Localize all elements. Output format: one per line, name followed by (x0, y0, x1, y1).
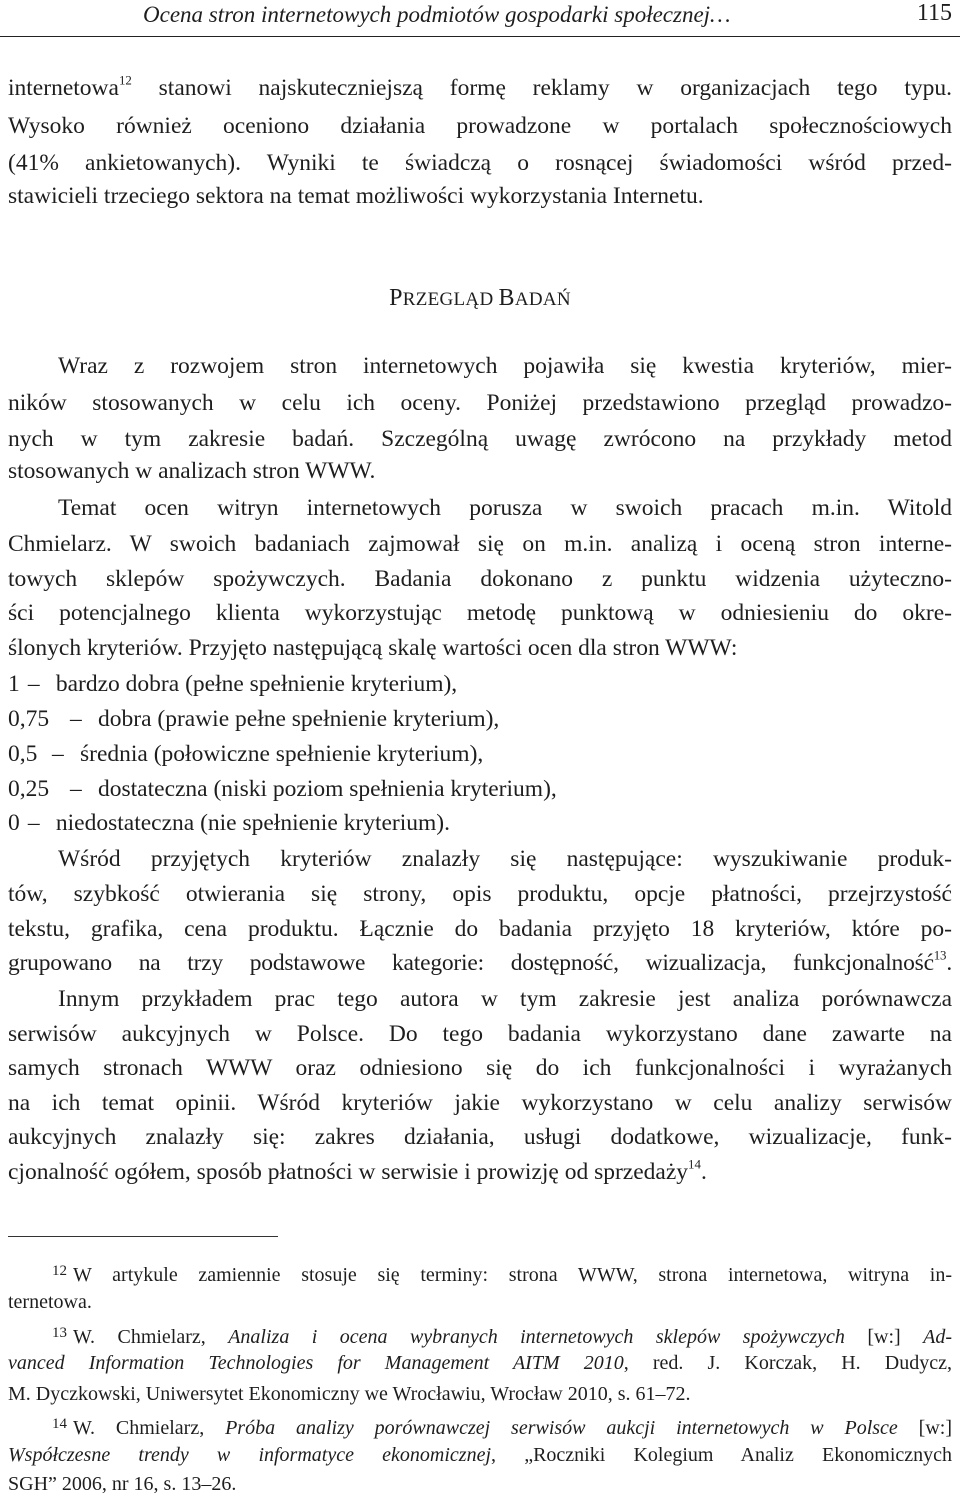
text-line: aukcyjnych znalazły się: zakres działania, usługi dodatkowe, wizualizacje, funk- (8, 1124, 952, 1150)
text-line: tekstu, grafika, cena produktu. Łącznie do badania przyjęto 18 kryteriów, które po- (8, 916, 952, 942)
footnote-line: vanced Information Technologies for Management AITM 2010, red. J. Korczak, H. Dudycz, (8, 1352, 952, 1374)
footnote-line: ternetowa. (8, 1291, 92, 1313)
footnote-line: M. Dyczkowski, Uniwersytet Ekonomiczny we Wrocławiu, Wrocław 2010, s. 61–72. (8, 1383, 691, 1405)
footnote-line: $^{12}$ W artykule zamiennie stosuje się terminy: strona WWW, strona internetowa, witryna in- (52, 1263, 952, 1286)
text-line: Chmielarz. W swoich badaniach zajmował się on m.in. analizą i oceną stron interne- (8, 531, 952, 557)
scale-item: 0,5 – średnia (połowiczne spełnienie kryterium), (8, 741, 484, 767)
footnote-line: $^{14}$ W. Chmielarz, Próba analizy porównawczej serwisów aukcji internetowych w Polsce [w:] (52, 1416, 953, 1439)
text-line: Wraz z rozwojem stron internetowych pojawiła się kwestia kryteriów, mier- (58, 353, 952, 379)
footnote-number: 12 (52, 1263, 67, 1279)
text-line: samych stronach WWW oraz odniesiono się do ich funkcjonalności i wyrażanych (8, 1055, 952, 1081)
text-line: grupowano na trzy podstawowe kategorie: dostępność, wizualizacja, funkcjonalność$^{13}$. (8, 947, 952, 976)
text-line: nych w tym zakresie badań. Szczególną uwagę zwrócono na przykłady metod (8, 426, 952, 452)
scale-item: 0,75 – dobra (prawie pełne spełnienie kryterium), (8, 706, 500, 732)
section-heading: PRZEGLĄD BADAŃ (389, 285, 571, 311)
text-line: ślonych kryteriów. Przyjęto następującą skalę wartości ocen dla stron WWW: (8, 635, 738, 661)
text-line: (41% ankietowanych). Wyniki te świadczą o rosnącej świadomości wśród przed- (8, 150, 952, 176)
text-line: ników stosowanych w celu ich oceny. Poniżej przedstawiono przegląd prowadzo- (8, 390, 952, 416)
text-line: cjonalność ogółem, sposób płatności w serwisie i prowizję od sprzedaży$^{14}$. (8, 1156, 707, 1185)
text-line: tów, szybkość otwierania się strony, opis produktu, opcje płatności, przejrzystość (8, 881, 952, 907)
text-line: towych sklepów spożywczych. Badania dokonano z punktu widzenia użyteczno- (8, 566, 952, 592)
text-line: Innym przykładem prac tego autora w tym zakresie jest analiza porównawcza (58, 986, 952, 1012)
footnote-line: SGH” 2006, nr 16, s. 13–26. (8, 1473, 237, 1495)
text-line: Wysoko również oceniono działania prowadzone w portalach społecznościowych (8, 113, 952, 139)
text-line: Wśród przyjętych kryteriów znalazły się następujące: wyszukiwanie produk- (58, 846, 952, 872)
footnote-ref[interactable]: 13 (933, 947, 947, 963)
text-line: na ich temat opinii. Wśród kryteriów jakie wykorzystano w celu analizy serwisów (8, 1090, 952, 1116)
footnote-ref[interactable]: 12 (118, 72, 132, 88)
page-number: 115 (916, 0, 952, 26)
footnote-number: 13 (52, 1325, 67, 1341)
text-line: Temat ocen witryn internetowych porusza w swoich pracach m.in. Witold (58, 495, 952, 521)
footnote-line: Współczesne trendy w informatyce ekonomicznej, „Roczniki Kolegium Analiz Ekonomicznych (8, 1444, 952, 1466)
page-header (0, 0, 960, 37)
footnote-ref[interactable]: 14 (688, 1156, 701, 1172)
footnote-divider (8, 1236, 278, 1237)
text-line: stawicieli trzeciego sektora na temat możliwości wykorzystania Internetu. (8, 183, 704, 209)
text-line: serwisów aukcyjnych w Polsce. Do tego badania wykorzystano dane zawarte na (8, 1021, 952, 1047)
footnote-number: 14 (52, 1416, 67, 1432)
scale-item: 1 – bardzo dobra (pełne spełnienie kryterium), (8, 671, 458, 697)
running-title: Ocena stron internetowych podmiotów gospodarki społecznej… (143, 2, 731, 27)
text-line: stosowanych w analizach stron WWW. (8, 458, 376, 484)
scale-item: 0,25 – dostateczna (niski poziom spełnienia kryterium), (8, 776, 557, 802)
footnote-line: $^{13}$ W. Chmielarz, Analiza i ocena wybranych internetowych sklepów spożywczych [w:] Ad- (52, 1325, 953, 1348)
text-line: ści potencjalnego klienta wykorzystując metodę punktową w odniesieniu do okre- (8, 600, 952, 626)
text-line: internetowa$^{12}$ stanowi najskuteczniejszą formę reklamy w organizacjach tego typu. (8, 72, 952, 101)
scale-item: 0 – niedostateczna (nie spełnienie kryterium). (8, 810, 450, 836)
